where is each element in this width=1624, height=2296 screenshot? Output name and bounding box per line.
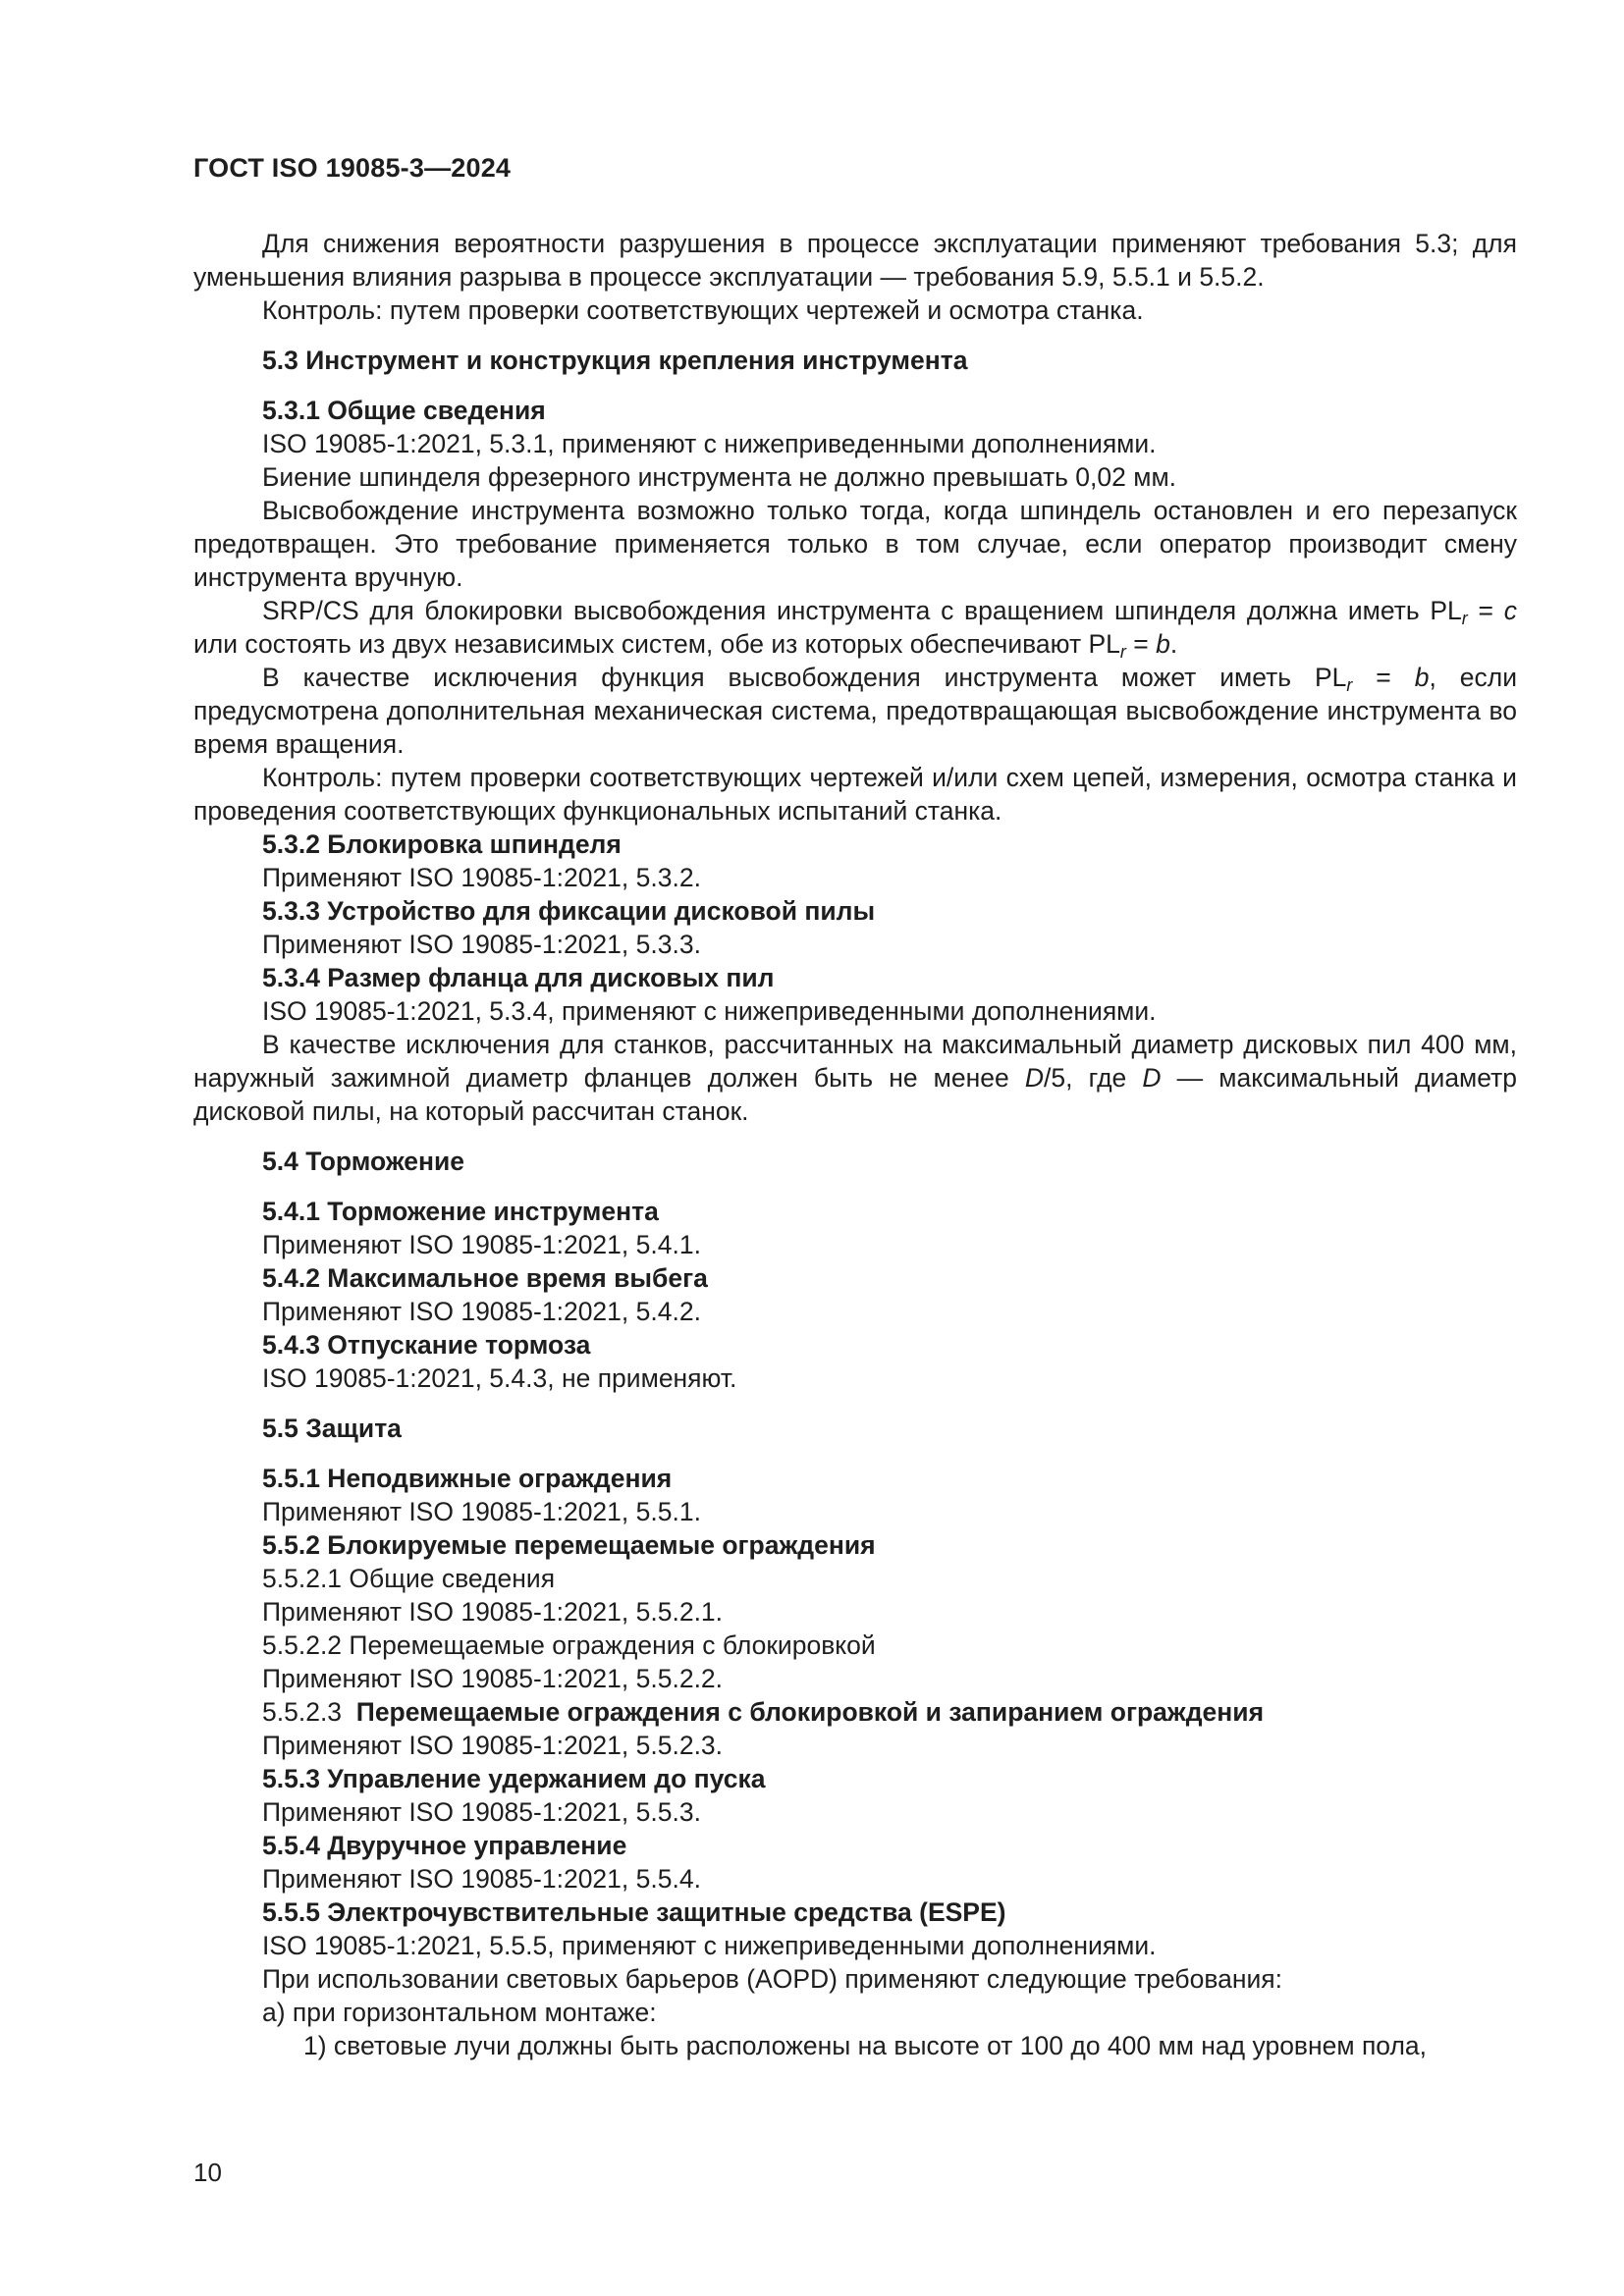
list-item-1: 1) световые лучи должны быть расположены на высоте от 100 до 400 мм над уровнем пола, — [303, 2031, 1428, 2060]
list-item-a: а) при горизонтальном монтаже: — [262, 1998, 657, 2027]
section-heading-5-4: 5.4 Торможение — [262, 1147, 465, 1176]
intro-control: Контроль: путем проверки соответствующих чертежей и осмотра станка. — [262, 295, 1144, 325]
document-body — [193, 227, 1517, 2062]
paragraph: Применяют ISO 19085-1:2021, 5.5.2.2. — [262, 1664, 724, 1693]
subsection-heading-5-5-2: 5.5.2 Блокируемые перемещаемые ограждения — [262, 1530, 876, 1560]
clause-number: 5.5.2.3 — [262, 1697, 356, 1727]
subsection-heading-5-4-3: 5.4.3 Отпускание тормоза — [262, 1330, 591, 1360]
italic-symbol: D — [1142, 1063, 1162, 1093]
italic-symbol: b — [1156, 629, 1170, 659]
text-run: = — [1125, 629, 1157, 659]
paragraph: ISO 19085-1:2021, 5.5.5, применяют с нижеприведенными дополнениями. — [262, 1931, 1157, 1960]
text-run: или состоять из двух независимых систем, обе из которых обеспечивают PL — [193, 629, 1120, 659]
subsection-heading-5-3-2: 5.3.2 Блокировка шпинделя — [262, 829, 622, 859]
subscript: r — [1119, 642, 1126, 662]
paragraph: Применяют ISO 19085-1:2021, 5.4.1. — [262, 1230, 701, 1259]
paragraph: ISO 19085-1:2021, 5.3.4, применяют с нижеприведенными дополнениями. — [262, 996, 1157, 1026]
paragraph: Применяют ISO 19085-1:2021, 5.5.4. — [262, 1864, 701, 1894]
subsection-heading-5-3-4: 5.3.4 Размер фланца для дисковых пил — [262, 963, 775, 992]
paragraph: Применяют ISO 19085-1:2021, 5.4.2. — [262, 1297, 701, 1326]
paragraph: Применяют ISO 19085-1:2021, 5.5.2.1. — [262, 1597, 724, 1627]
subscript: r — [1461, 609, 1468, 628]
paragraph: Применяют ISO 19085-1:2021, 5.5.1. — [262, 1497, 701, 1526]
clause-heading-5-5-2-1: 5.5.2.1 Общие сведения — [262, 1564, 556, 1593]
text-run: SRP/CS для блокировки высвобождения инструмента с вращением шпинделя должна иметь PL — [262, 596, 1462, 625]
paragraph: ISO 19085-1:2021, 5.3.1, применяют с нижеприведенными дополнениями. — [262, 429, 1157, 458]
subsection-heading-5-5-1: 5.5.1 Неподвижные ограждения — [262, 1464, 673, 1493]
paragraph: Применяют ISO 19085-1:2021, 5.3.2. — [262, 863, 701, 892]
subsection-heading-5-5-3: 5.5.3 Управление удержанием до пуска — [262, 1764, 766, 1793]
clause-heading-5-5-2-2: 5.5.2.2 Перемещаемые ограждения с блокировкой — [262, 1630, 876, 1660]
italic-symbol: D — [1024, 1063, 1045, 1093]
document-header: ГОСТ ISO 19085-3—2024 — [193, 153, 512, 183]
subsection-heading-5-4-1: 5.4.1 Торможение инструмента — [262, 1197, 659, 1226]
paragraph-control: Контроль: путем проверки соответствующих чертежей и/или схем цепей, измерения, осмотра станка и проведения соответствующих функциональных испытаний станка. — [193, 763, 1517, 826]
paragraph: При использовании световых барьеров (AOPD) применяют следующие требования: — [262, 1964, 1282, 1994]
text-run: — максимальный диаметр дисковой пилы, на который рассчитан станок. — [193, 1063, 1518, 1126]
paragraph: Биение шпинделя фрезерного инструмента не должно превышать 0,02 мм. — [262, 462, 1177, 492]
paragraph: Применяют ISO 19085-1:2021, 5.5.2.3. — [262, 1731, 724, 1760]
page-number: 10 — [193, 2158, 222, 2187]
subsection-heading-5-4-2: 5.4.2 Максимальное время выбега — [262, 1263, 708, 1293]
intro-paragraph: Для снижения вероятности разрушения в процессе эксплуатации применяют требования 5.3; для уменьшения влияния разрыва в процессе эксплуатации — требования 5.9, 5.5.1 и 5.5.2. — [193, 229, 1517, 292]
subsection-heading-5-5-4: 5.5.4 Двуручное управление — [262, 1831, 627, 1860]
text-run: . — [1169, 629, 1178, 659]
subscript: r — [1346, 675, 1353, 695]
clause-heading-5-5-2-3 — [193, 1695, 1517, 1729]
paragraph: Высвобождение инструмента возможно только тогда, когда шпиндель остановлен и его перезапуск предотвращен. Это требование применяется только в том случае, если оператор производит смену инструмента вручную. — [193, 496, 1517, 592]
paragraph: Применяют ISO 19085-1:2021, 5.5.3. — [262, 1797, 701, 1827]
section-heading-5-3: 5.3 Инструмент и конструкция крепления инструмента — [262, 346, 968, 375]
text-run: /5, где — [1044, 1063, 1143, 1093]
subsection-heading-5-5-5: 5.5.5 Электрочувствительные защитные средства (ESPE) — [262, 1897, 1006, 1927]
text-run: = — [1352, 663, 1415, 692]
italic-symbol: b — [1414, 663, 1430, 692]
section-heading-5-5: 5.5 Защита — [262, 1414, 402, 1443]
subsection-heading-5-3-1: 5.3.1 Общие сведения — [262, 396, 546, 425]
subsection-heading-5-3-3: 5.3.3 Устройство для фиксации дисковой пилы — [262, 896, 876, 926]
clause-title: Перемещаемые ограждения с блокировкой и запиранием ограждения — [355, 1697, 1265, 1727]
text-run: В качестве исключения для станков, рассчитанных на максимальный диаметр дисковых пил 400 мм, наружный зажимной диаметр фланцев должен быть не менее — [193, 1030, 1517, 1093]
paragraph-exception — [193, 661, 1517, 761]
italic-symbol: c — [1503, 596, 1517, 625]
text-run: , если предусмотрена дополнительная механическая система, предотвращающая высвобождение инструмента во время вращения. — [193, 663, 1518, 759]
paragraph: ISO 19085-1:2021, 5.4.3, не применяют. — [262, 1363, 737, 1393]
paragraph: Применяют ISO 19085-1:2021, 5.3.3. — [262, 930, 701, 959]
text-run: В качестве исключения функция высвобождения инструмента может иметь PL — [262, 663, 1347, 692]
text-run: = — [1467, 596, 1504, 625]
paragraph-flange — [193, 1028, 1517, 1128]
paragraph-srp-cs — [193, 594, 1517, 661]
